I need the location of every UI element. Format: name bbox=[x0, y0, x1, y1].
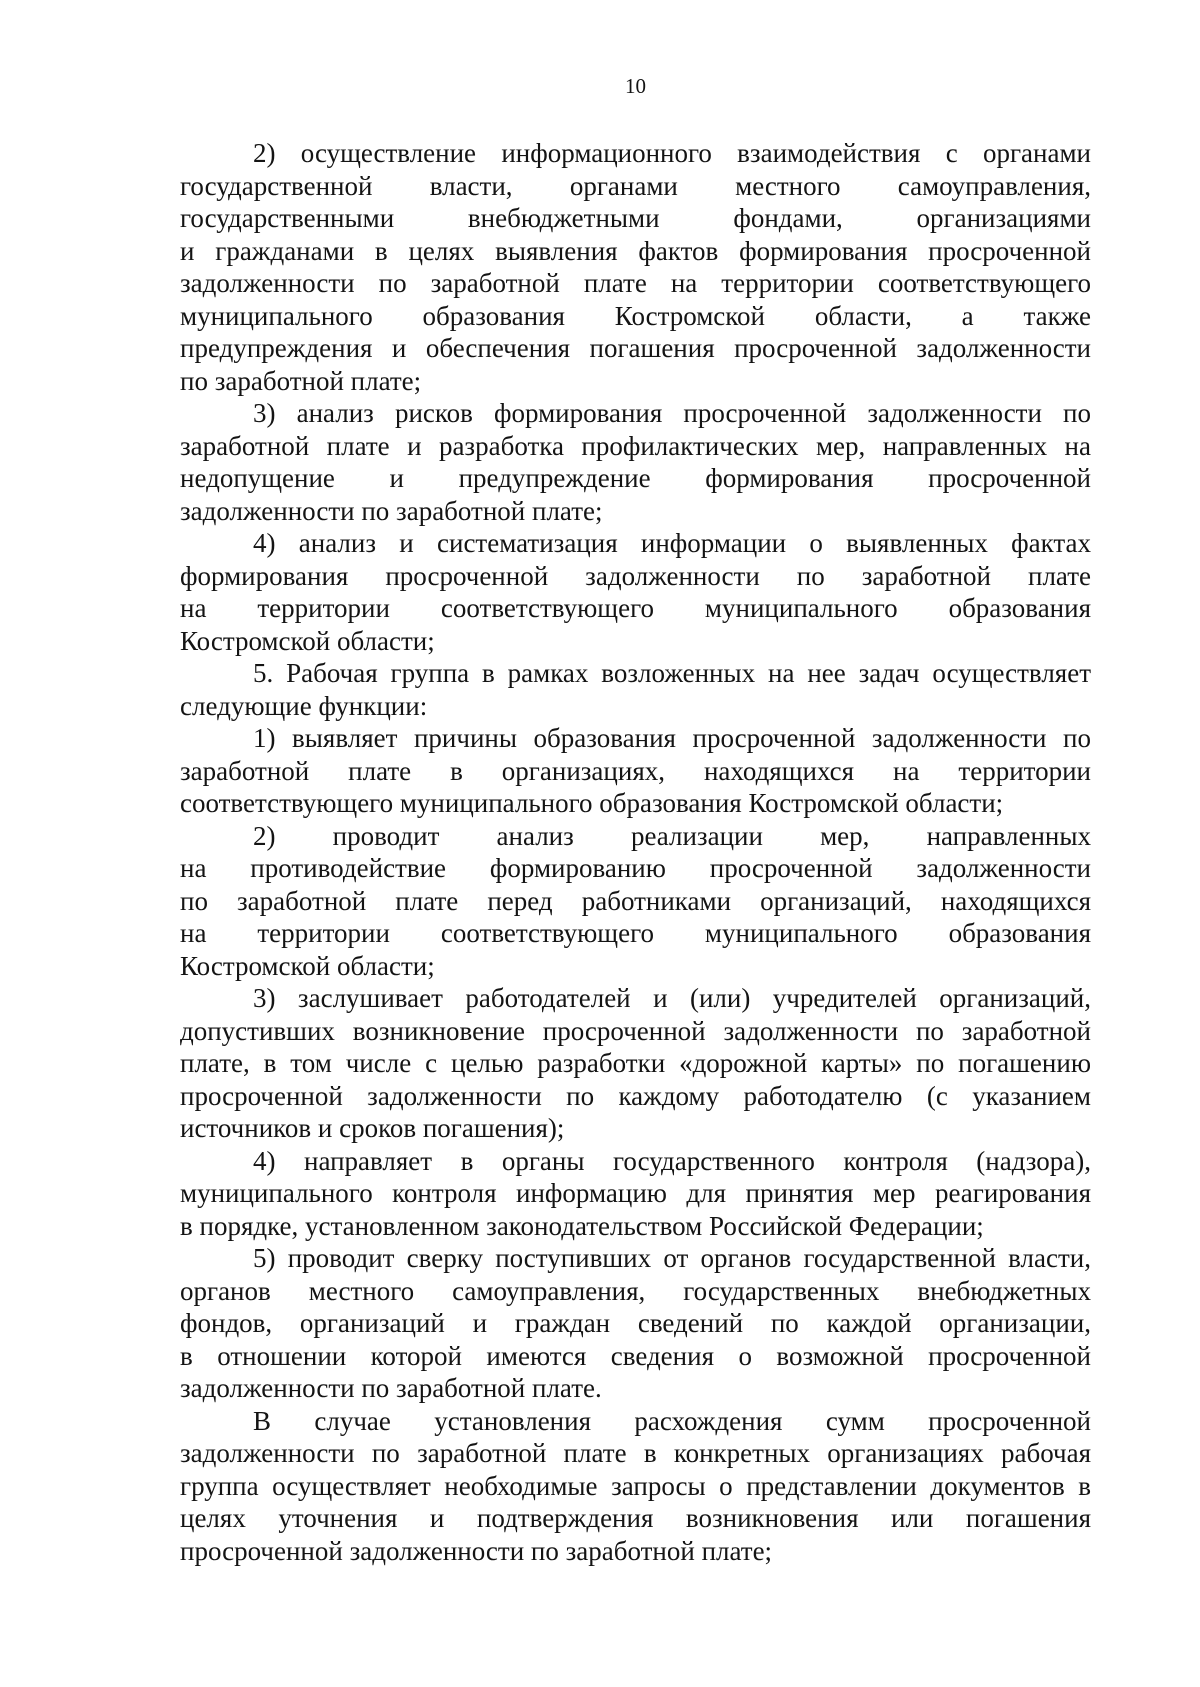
text-line: органов местного самоуправления, государственных внебюджетных bbox=[180, 1275, 1091, 1306]
text-line: по заработной плате перед работниками организаций, находящихся bbox=[180, 885, 1091, 916]
text-line: соответствующего муниципального образования Костромской области; bbox=[180, 788, 1004, 818]
text-line: по заработной плате; bbox=[180, 365, 422, 396]
paragraph-discrepancy-requests bbox=[180, 1405, 1091, 1568]
text-line: в отношении которой имеются сведения о возможной просроченной bbox=[180, 1340, 1091, 1371]
text-line: государственной власти, органами местного самоуправления, bbox=[180, 170, 1091, 201]
text-line: формирования просроченной задолженности по заработной плате bbox=[180, 560, 1091, 591]
text-line: недопущение и предупреждение формирования просроченной bbox=[180, 463, 1091, 493]
text-line: 2) осуществление информационного взаимодействия с органами bbox=[253, 138, 1091, 168]
text-line: 4) направляет в органы государственного контроля (надзора), bbox=[253, 1145, 1091, 1176]
text-line: целях уточнения и подтверждения возникновения или погашения bbox=[180, 1503, 1091, 1533]
text-line: плате, в том числе с целью разработки «дорожной карты» по погашению bbox=[180, 1048, 1091, 1078]
text-line: предупреждения и обеспечения погашения просроченной задолженности bbox=[180, 333, 1091, 363]
text-line: задолженности по заработной плате; bbox=[180, 495, 603, 526]
text-line: Костромской области; bbox=[180, 950, 435, 981]
text-line: государственными внебюджетными фондами, организациями bbox=[180, 203, 1091, 233]
text-line: и гражданами в целях выявления фактов формирования просроченной bbox=[180, 235, 1091, 266]
list-item-information-interaction bbox=[180, 137, 1091, 397]
text-line: просроченной задолженности по заработной плате; bbox=[180, 1535, 773, 1566]
text-line: 4) анализ и систематизация информации о выявленных фактах bbox=[253, 528, 1091, 558]
text-line: в порядке, установленном законодательством Российской Федерации; bbox=[180, 1210, 984, 1241]
page-number: 10 bbox=[625, 74, 646, 98]
text-line: Костромской области; bbox=[180, 625, 435, 656]
text-line: муниципального контроля информацию для принятия мер реагирования bbox=[180, 1178, 1091, 1208]
text-line: 1) выявляет причины образования просроченной задолженности по bbox=[253, 723, 1091, 753]
text-line: на территории соответствующего муниципального образования bbox=[180, 593, 1091, 623]
section-5-intro bbox=[180, 657, 1091, 722]
text-line: группа осуществляет необходимые запросы о представлении документов в bbox=[180, 1470, 1091, 1501]
text-line: В случае установления расхождения сумм просроченной bbox=[253, 1405, 1091, 1436]
text-line: заработной плате в организациях, находящихся на территории bbox=[180, 755, 1091, 786]
text-line: 2) проводит анализ реализации мер, направленных bbox=[253, 820, 1091, 851]
list-item-identify-causes bbox=[180, 722, 1091, 820]
text-line: муниципального образования Костромской области, а также bbox=[180, 300, 1091, 331]
list-item-hearings bbox=[180, 982, 1091, 1145]
document-body bbox=[180, 137, 1091, 1567]
list-item-systematization bbox=[180, 527, 1091, 657]
text-line: на территории соответствующего муниципального образования bbox=[180, 918, 1091, 948]
text-line: на противодействие формированию просроченной задолженности bbox=[180, 853, 1091, 883]
text-line: 5. Рабочая группа в рамках возложенных на нее задач осуществляет bbox=[253, 658, 1091, 688]
text-line: следующие функции: bbox=[180, 690, 428, 721]
list-item-measures-analysis bbox=[180, 820, 1091, 983]
text-line: задолженности по заработной плате на территории соответствующего bbox=[180, 268, 1091, 298]
text-line: заработной плате и разработка профилактических мер, направленных на bbox=[180, 430, 1091, 461]
list-item-risk-analysis bbox=[180, 397, 1091, 527]
text-line: допустивших возникновение просроченной задолженности по заработной bbox=[180, 1015, 1091, 1046]
text-line: 5) проводит сверку поступивших от органов государственной власти, bbox=[253, 1243, 1091, 1273]
text-line: задолженности по заработной плате в конкретных организациях рабочая bbox=[180, 1438, 1091, 1468]
text-line: фондов, организаций и граждан сведений по каждой организации, bbox=[180, 1308, 1091, 1338]
text-line: источников и сроков погашения); bbox=[180, 1113, 565, 1143]
list-item-reconciliation bbox=[180, 1242, 1091, 1405]
text-line: 3) заслушивает работодателей и (или) учредителей организаций, bbox=[253, 983, 1091, 1013]
list-item-control-referral bbox=[180, 1145, 1091, 1243]
text-line: просроченной задолженности по каждому работодателю (с указанием bbox=[180, 1080, 1091, 1111]
text-line: 3) анализ рисков формирования просроченной задолженности по bbox=[253, 398, 1091, 428]
text-line: задолженности по заработной плате. bbox=[180, 1373, 602, 1403]
